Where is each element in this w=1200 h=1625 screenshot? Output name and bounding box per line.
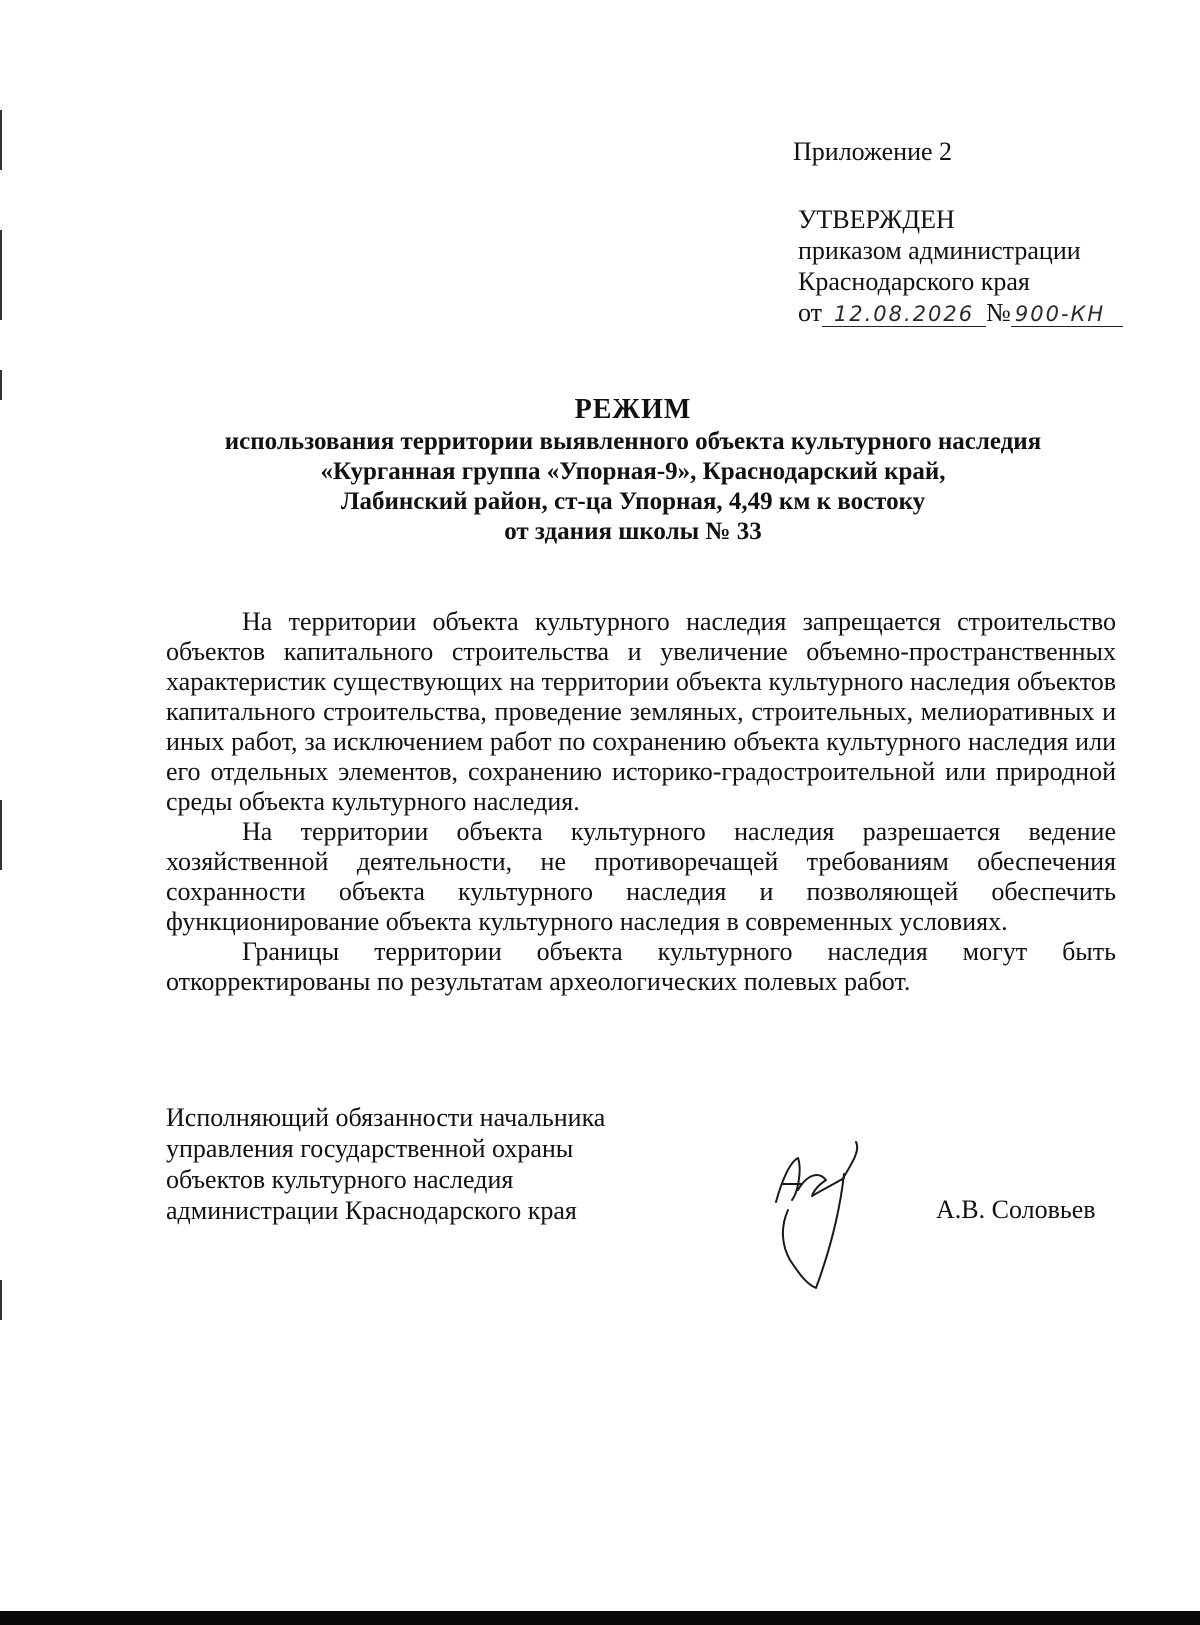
approval-line: Краснодарского края [798,267,1030,296]
scan-bottom-edge [0,1611,1200,1625]
body-paragraph: На территории объекта культурного наследия запрещается строительство объектов капитального строительства и увеличение объемно-пространственных характеристик существующих на территории объекта культурного наследия объектов капитального строительства, проведение земляных, строительных, мелиоративных и иных работ, за исключением работ по сохранению объекта культурного наследия или его отдельных элементов, сохранению историко-градостроительной или природной среды объекта культурного наследия. [166,607,1116,816]
order-number-handwritten: 900-КН [1011,302,1123,327]
signatory-position [166,1102,605,1226]
handwritten-signature [768,1140,868,1295]
title-heading: РЕЖИМ [574,394,692,425]
approval-stamp [798,204,1123,328]
title-line: Лабинский район, ст-ца Упорная, 4,49 км к востоку [340,488,926,515]
scan-edge-mark [0,370,2,400]
order-reference [798,297,1123,328]
position-line: объектов культурного наследия [166,1165,514,1194]
body-paragraph: На территории объекта культурного наследия разрешается ведение хозяйственной деятельности, не противоречащей требованиям обеспечения сохранности объекта культурного наследия и позволяющей обеспечить функционирование объекта культурного наследия в современных условиях. [166,817,1116,936]
body-text [166,607,1116,997]
title-line: «Курганная группа «Упорная-9», Краснодарский край, [320,458,946,485]
position-line: управления государственной охраны [166,1134,574,1163]
approval-line: приказом администрации [798,236,1081,265]
scan-edge-mark [0,230,2,320]
position-line: администрации Краснодарского края [166,1196,577,1225]
order-date-handwritten: 12.08.2026 [822,302,986,327]
title-line: использования территории выявленного объекта культурного наследия [224,428,1042,455]
body-paragraph: Границы территории объекта культурного наследия могут быть откорректированы по результатам археологических полевых работ. [166,937,1116,996]
document-title [160,393,1106,547]
position-line: Исполняющий обязанности начальника [166,1103,606,1132]
order-from-label: от [798,298,823,327]
annex-label: Приложение 2 [793,137,953,166]
scan-edge-mark [0,110,2,170]
signatory-name: А.В. Соловьев [936,1195,1096,1224]
approval-title: УТВЕРЖДЕН [798,205,955,234]
order-number-label: № [986,298,1011,327]
title-line: от здания школы № 33 [504,518,762,545]
scan-edge-mark [0,800,2,870]
scan-edge-mark [0,1280,2,1320]
